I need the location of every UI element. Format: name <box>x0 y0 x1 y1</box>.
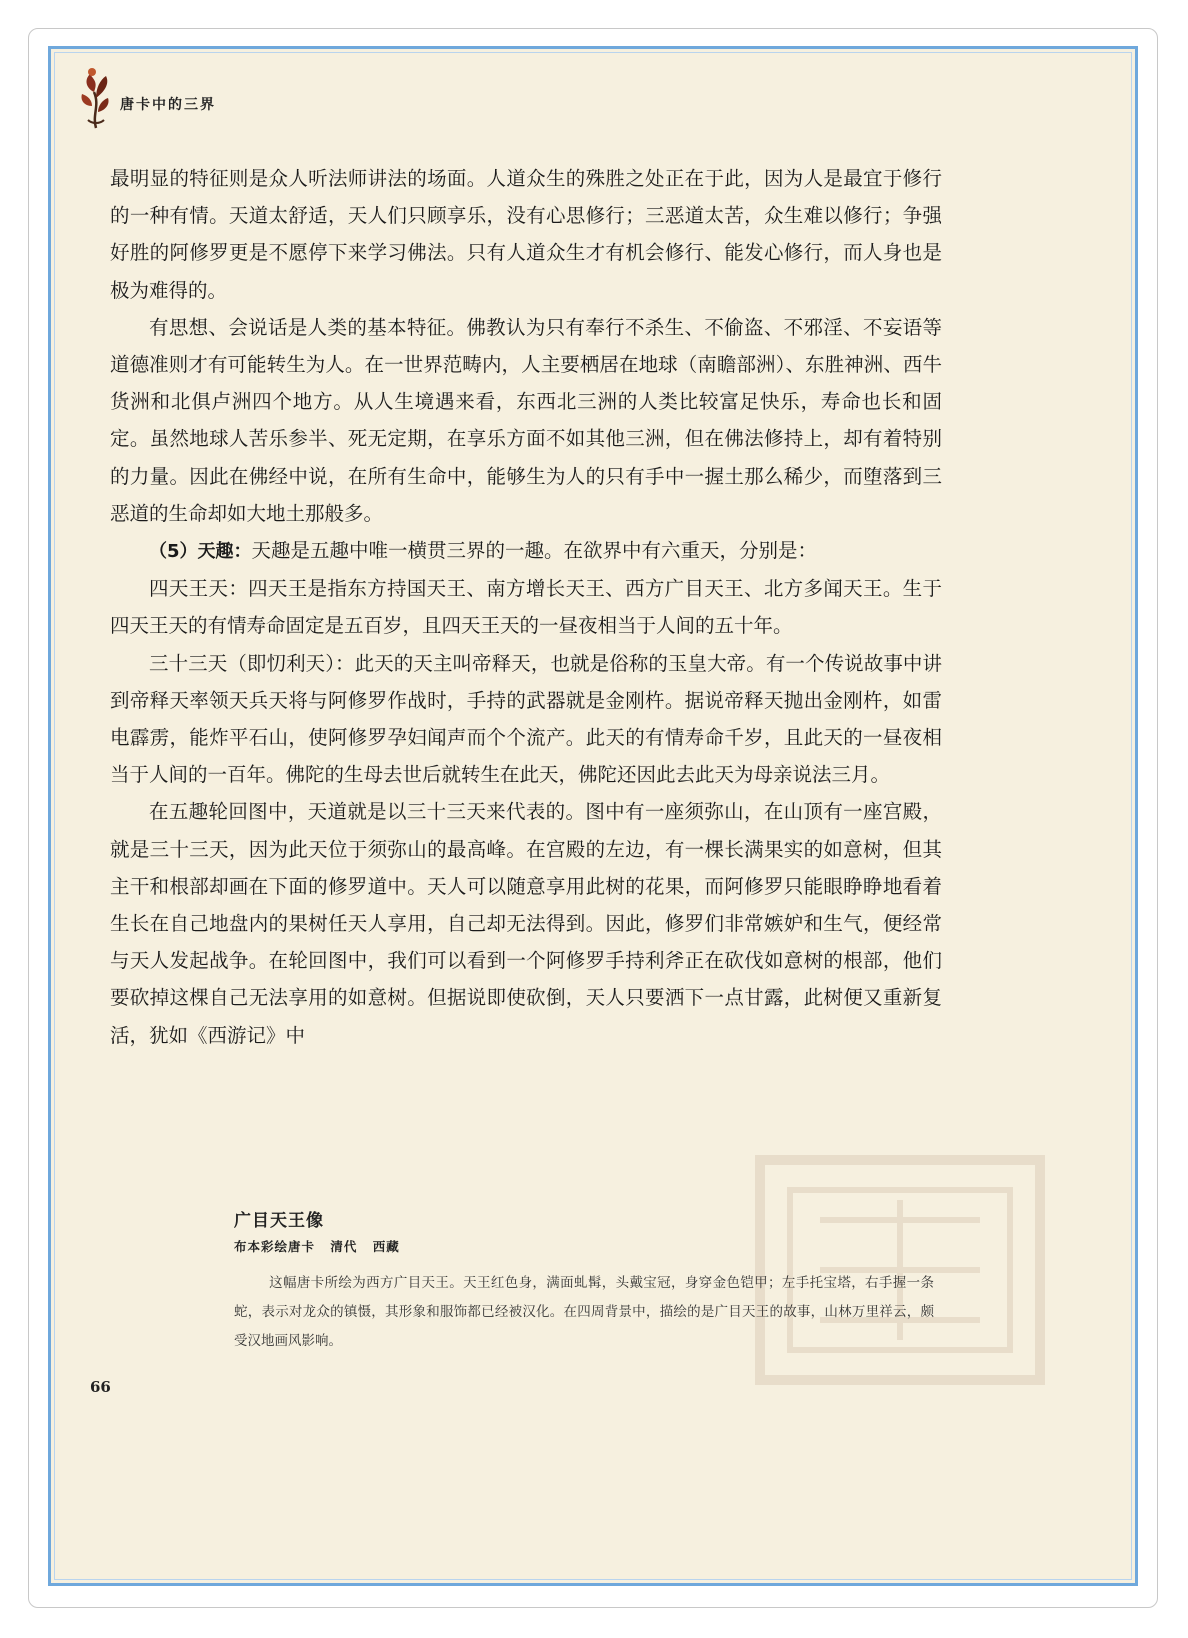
caption-period: 清代 <box>330 1239 358 1254</box>
paragraph-2: 有思想、会说话是人类的基本特征。佛教认为只有奉行不杀生、不偷盗、不邪淫、不妄语等道德准则才有可能转生为人。在一世界范畴内，人主要栖居在地球（南瞻部洲）、东胜神洲、西牛货洲和北俱卢洲四个地方。从人生境遇来看，东西北三洲的人类比较富足快乐，寿命也长和固定。虽然地球人苦乐参半、死无定期，在享乐方面不如其他三洲，但在佛法修持上，却有着特别的力量。因此在佛经中说，在所有生命中，能够生为人的只有手中一握土那么稀少，而堕落到三恶道的生命却如大地土那般多。 <box>110 315 942 525</box>
caption-medium: 布本彩绘唐卡 <box>234 1239 316 1254</box>
paragraph-3 <box>110 532 942 570</box>
caption-text: 这幅唐卡所绘为西方广目天王。天王红色身，满面虬髯，头戴宝冠，身穿金色铠甲；左手托宝塔，右手握一条蛇，表示对龙众的镇慑，其形象和服饰都已经被汉化。在四周背景中，描绘的是广目天王的故事，山林万里祥云，颇受汉地画风影响。 <box>234 1275 934 1349</box>
paragraph-4: 四天王天：四天王是指东方持国天王、南方增长天王、西方广目天王、北方多闻天王。生于四天王天的有情寿命固定是五百岁，且四天王天的一昼夜相当于人间的五十年。 <box>110 577 942 638</box>
section-lead: （5）天趣： <box>149 541 252 563</box>
paragraph-5: 三十三天（即忉利天）：此天的天主叫帝释天，也就是俗称的玉皇大帝。有一个传说故事中讲到帝释天率领天兵天将与阿修罗作战时，手持的武器就是金刚杵。据说帝释天抛出金刚杵，如雷电霹雳，能炸平石山，使阿修罗孕妇闻声而个个流产。此天的有情寿命千岁，且此天的一昼夜相当于人间的一百年。佛陀的生母去世后就转生在此天，佛陀还因此去此天为母亲说法三月。 <box>110 651 942 787</box>
page-number: 66 <box>90 1378 111 1396</box>
figure-caption <box>234 1206 934 1356</box>
caption-title: 广目天王像 <box>234 1211 324 1231</box>
paragraph-1: 最明显的特征则是众人听法师讲法的场面。人道众生的殊胜之处正在于此，因为人是最宜于修行的一种有情。天道太舒适，天人们只顾享乐，没有心思修行；三恶道太苦，众生难以修行；争强好胜的阿修罗更是不愿停下来学习佛法。只有人道众生才有机会修行、能发心修行，而人身也是极为难得的。 <box>110 167 942 302</box>
flower-ornament-icon <box>78 62 114 130</box>
paragraph-6: 在五趣轮回图中，天道就是以三十三天来代表的。图中有一座须弥山，在山顶有一座宫殿，就是三十三天，因为此天位于须弥山的最高峰。在宫殿的左边，有一棵长满果实的如意树，但其主干和根部却画在下面的修罗道中。天人可以随意享用此树的花果，而阿修罗只能眼睁睁地看着生长在自己地盘内的果树任天人享用，自己却无法得到。因此，修罗们非常嫉妒和生气，便经常与天人发起战争。在轮回图中，我们可以看到一个阿修罗手持利斧正在砍伐如意树的根部，他们要砍掉这棵自己无法享用的如意树。但据说即使砍倒，天人只要洒下一点甘露，此树便又重新复活，犹如《西游记》中 <box>110 800 942 1047</box>
running-header <box>78 60 216 130</box>
caption-subtitle <box>234 1237 934 1255</box>
caption-region: 西藏 <box>372 1239 400 1254</box>
body-text <box>110 160 942 1054</box>
paragraph-3-text: 天趣是五趣中唯一横贯三界的一趣。在欲界中有六重天，分别是： <box>251 539 818 563</box>
running-header-title: 唐卡中的三界 <box>120 97 216 113</box>
